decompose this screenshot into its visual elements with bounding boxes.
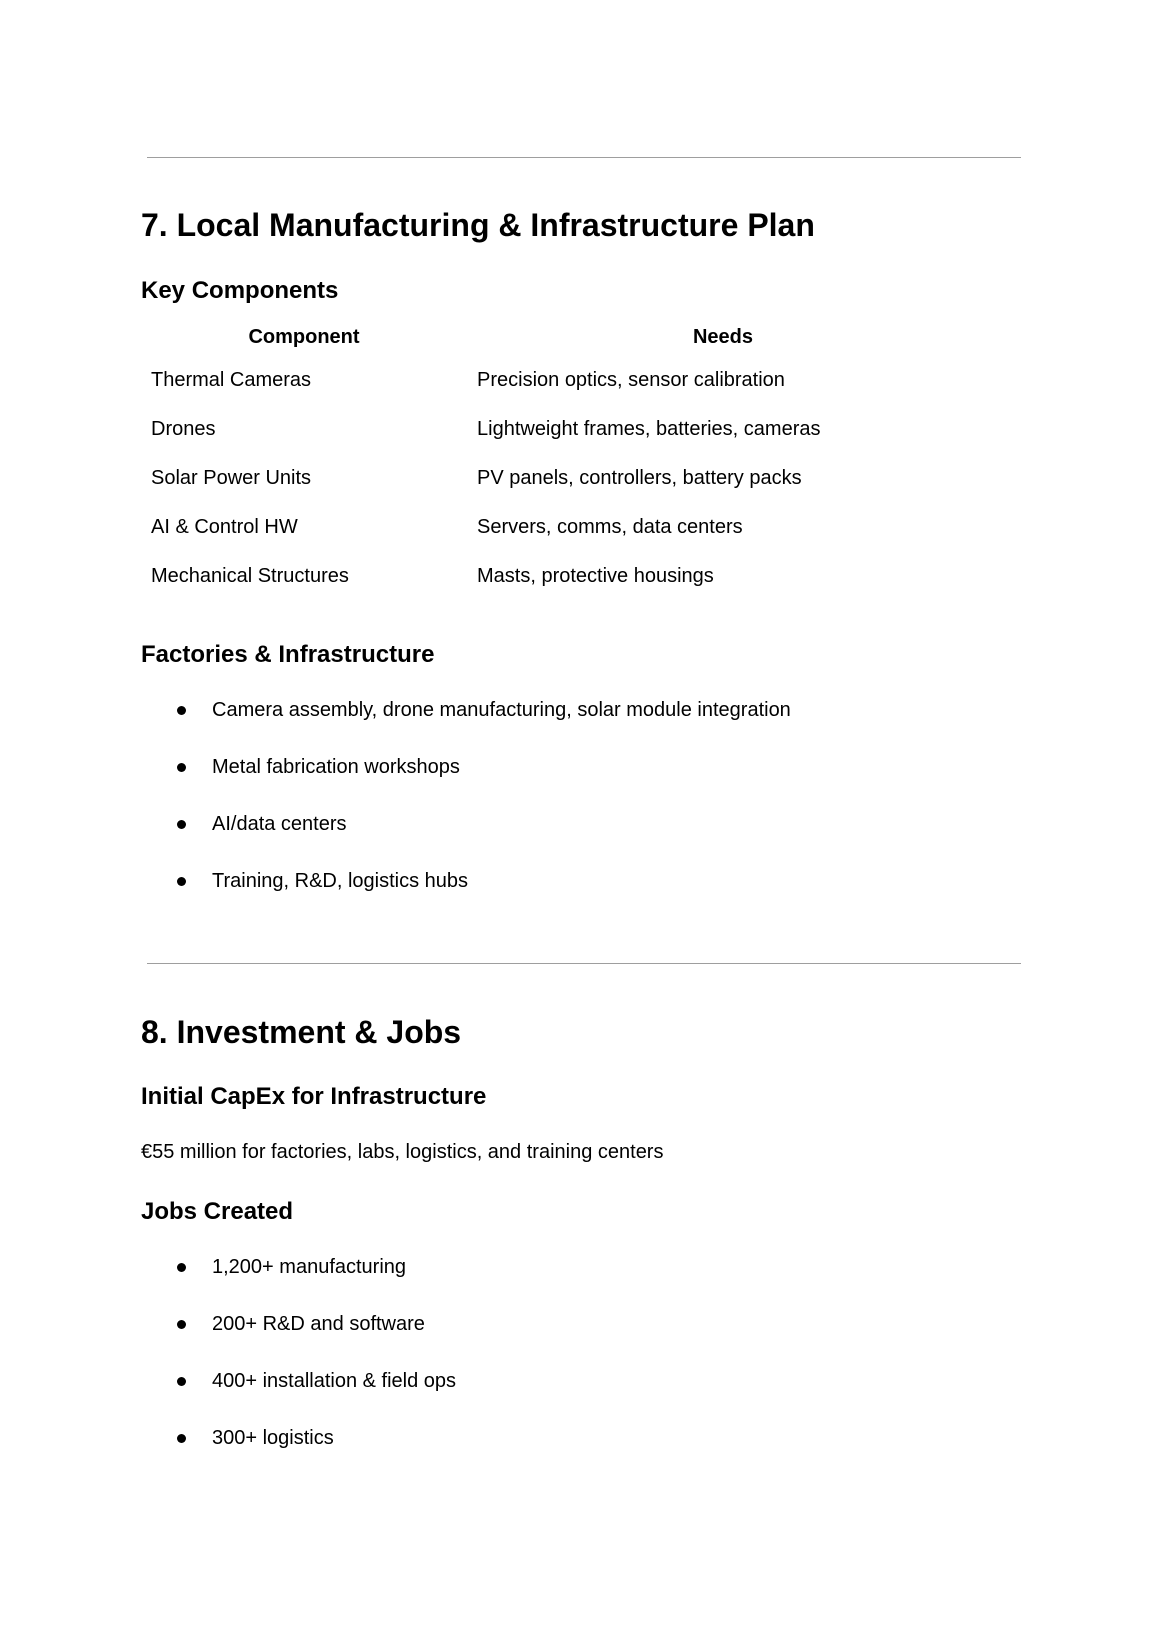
jobs-heading: Jobs Created [141,1198,294,1225]
table-row [141,552,979,601]
section-7-title: 7. Local Manufacturing & Infrastructure Plan [141,207,815,243]
column-header-needs: Needs [692,326,754,348]
needs-cell: PV panels, controllers, battery packs [477,467,802,489]
component-cell: Thermal Cameras [151,369,312,391]
component-cell: Solar Power Units [151,467,312,489]
bullet-icon [177,1377,186,1386]
key-components-heading: Key Components [141,277,339,304]
horizontal-divider [147,963,1021,964]
component-cell: Mechanical Structures [151,565,349,587]
table-row [141,356,979,405]
list-item-text: Metal fabrication workshops [212,756,460,778]
bullet-icon [177,1320,186,1329]
section-8-title: 8. Investment & Jobs [141,1014,462,1050]
bullet-icon [177,763,186,772]
list-item-text: 200+ R&D and software [212,1313,425,1335]
bullet-icon [177,820,186,829]
component-cell: AI & Control HW [151,516,298,538]
needs-cell: Precision optics, sensor calibration [477,369,785,391]
components-table [141,326,979,601]
bullet-icon [177,1263,186,1272]
table-row [141,454,979,503]
needs-cell: Servers, comms, data centers [477,516,743,538]
table-row [141,503,979,552]
capex-heading: Initial CapEx for Infrastructure [141,1083,487,1110]
bullet-icon [177,1434,186,1443]
bullet-icon [177,706,186,715]
component-cell: Drones [151,418,216,440]
list-item-text: 300+ logistics [212,1427,334,1449]
list-item-text: 1,200+ manufacturing [212,1256,407,1278]
table-row [141,405,979,454]
capex-text: €55 million for factories, labs, logistics, and training centers [141,1141,664,1163]
horizontal-divider [147,157,1021,158]
list-item-text: Training, R&D, logistics hubs [212,870,469,892]
table-header-row [141,326,979,356]
needs-cell: Masts, protective housings [477,565,714,587]
list-item-text: 400+ installation & field ops [212,1370,457,1392]
list-item-text: Camera assembly, drone manufacturing, solar module integration [212,699,791,721]
bullet-icon [177,877,186,886]
column-header-component: Component [248,326,360,348]
factories-heading: Factories & Infrastructure [141,641,435,668]
list-item-text: AI/data centers [212,813,347,835]
needs-cell: Lightweight frames, batteries, cameras [477,418,821,440]
